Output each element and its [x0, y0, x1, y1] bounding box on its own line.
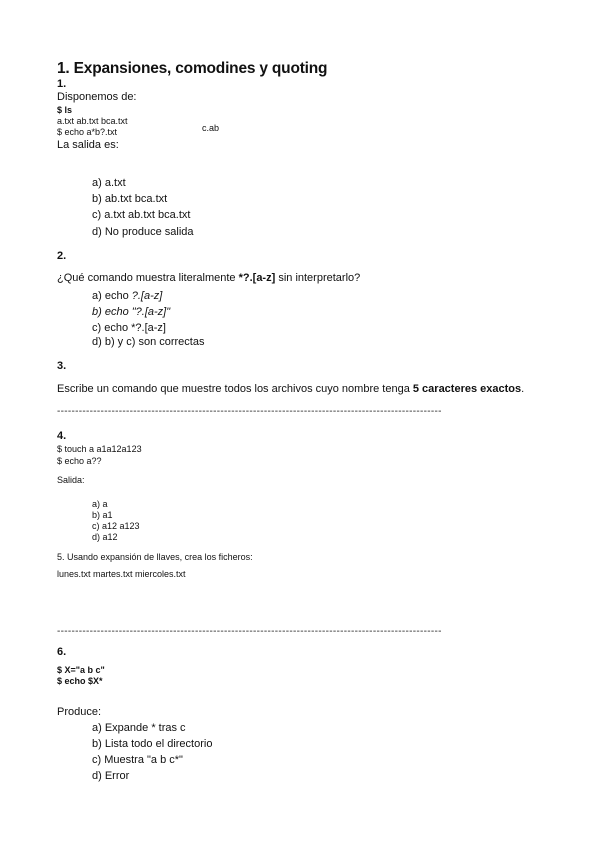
question-1-cmd-echo: $ echo a*b?.txt	[57, 127, 118, 137]
question-2-option-d: d) b) y c) son correctas	[92, 336, 205, 348]
question-4-option-b: b) a1	[92, 510, 113, 520]
question-3-text	[57, 383, 524, 395]
question-1-listing: a.txt ab.txt bca.txt	[57, 116, 128, 126]
question-1-option-a: a) a.txt	[92, 177, 126, 189]
question-4-cmd-echo: $ echo a??	[57, 456, 102, 466]
question-2-text	[57, 272, 360, 284]
question-1-prompt: La salida es:	[57, 139, 119, 151]
question-6-option-d: d) Error	[92, 770, 130, 782]
question-6-prompt: Produce:	[57, 706, 102, 718]
question-2-option-a	[92, 290, 162, 302]
question-2-option-b: b) echo "?.[a-z]"	[92, 306, 171, 318]
question-1-number: 1.	[57, 78, 67, 90]
question-5-files: lunes.txt martes.txt miercoles.txt	[57, 569, 186, 579]
question-6-cmd-assign: $ X="a b c"	[57, 665, 105, 675]
question-2-number: 2.	[57, 250, 67, 262]
question-2-option-c: c) echo *?.[a-z]	[92, 322, 166, 334]
question-3-text-post: .	[521, 383, 525, 395]
question-3-number: 3.	[57, 360, 67, 372]
question-6-cmd-echo: $ echo $X*	[57, 676, 103, 686]
question-1-intro: Disponemos de:	[57, 91, 137, 103]
question-2-text-pre: ¿Qué comando muestra literalmente	[57, 272, 239, 284]
question-1-option-d: d) No produce salida	[92, 226, 194, 238]
question-6-option-c: c) Muestra "a b c*"	[92, 754, 183, 766]
question-1-option-b: b) ab.txt bca.txt	[92, 193, 168, 205]
question-4-option-a: a) a	[92, 499, 108, 509]
question-1-cmd-ls: $ ls	[57, 105, 73, 115]
question-4-number: 4.	[57, 430, 67, 442]
question-2-option-a-pattern: ?.[a-z]	[131, 290, 163, 302]
question-4-prompt: Salida:	[57, 475, 85, 485]
question-1-option-c: c) a.txt ab.txt bca.txt	[92, 209, 191, 221]
question-3-text-pre: Escribe un comando que muestre todos los archivos cuyo nombre tenga	[57, 383, 413, 395]
question-6-option-a: a) Expande * tras c	[92, 722, 186, 734]
question-2-option-a-text: a) echo ?.[a-z]	[92, 290, 163, 302]
question-6-option-b: b) Lista todo el directorio	[92, 738, 213, 750]
page-title: 1. Expansiones, comodines y quoting	[57, 60, 328, 77]
question-2-text-post: sin interpretarlo?	[275, 272, 361, 284]
question-6-number: 6.	[57, 646, 67, 658]
separator-1: ----------------------------------------------------------------------------------------------------------	[57, 406, 442, 417]
question-1-extra: c.ab	[202, 123, 220, 133]
separator-2: ----------------------------------------------------------------------------------------------------------	[57, 626, 442, 637]
question-4-option-d: d) a12	[92, 532, 118, 542]
question-5-text: 5. Usando expansión de llaves, crea los ficheros:	[57, 552, 253, 562]
question-3-emphasis: 5 caracteres exactos	[412, 383, 522, 395]
question-4-option-c: c) a12 a123	[92, 521, 140, 531]
question-2-pattern: *?.[a-z]	[238, 272, 276, 284]
question-4-cmd-touch: $ touch a a1a12a123	[57, 444, 142, 454]
